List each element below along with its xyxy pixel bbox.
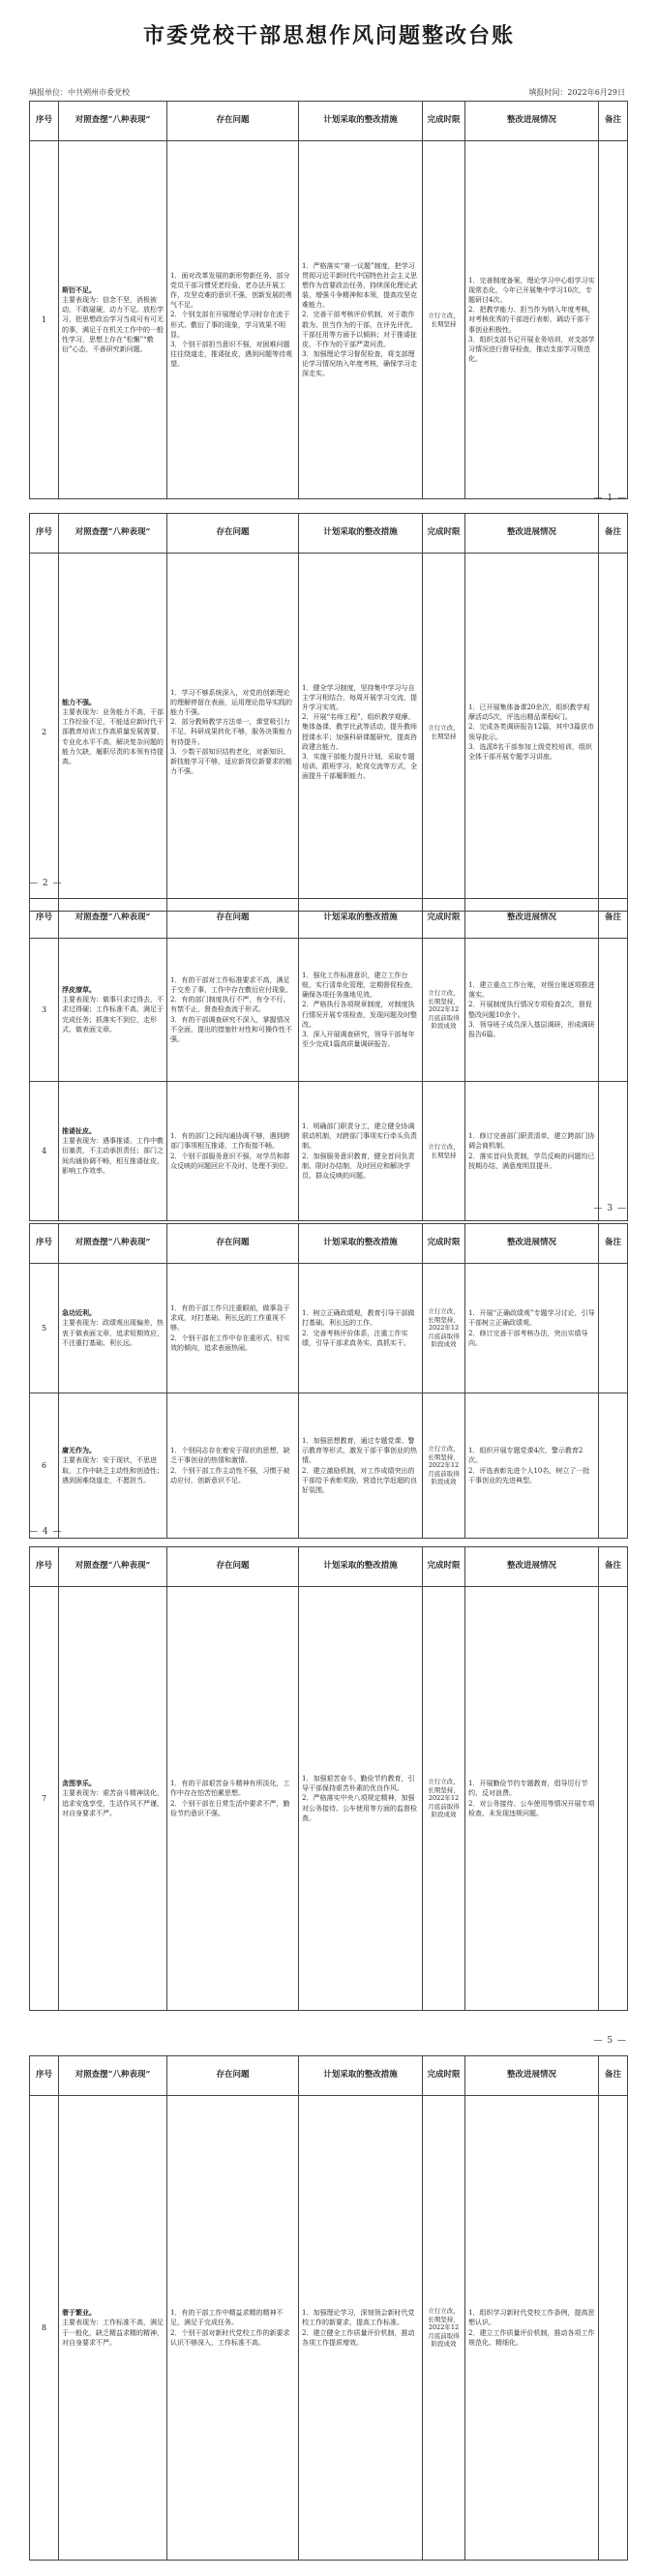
header-progress: 整改进展情况 [465,1224,599,1264]
row-problem: 1．面对改革发展的新形势新任务，部分党员干部习惯凭老经验、老办法开展工作，攻坚克难的意识不强，创新发展的勇气不足。 2．个别支部在开展理论学习时存在流于形式、敷衍了事的现象，学习效果不明显。 3．个别干部担当意识不强，对困难问题往往绕道走，推诿扯皮，遇到问题等待观望。 [167,141,299,499]
header-seq: 序号 [30,1547,59,1587]
row-note [599,1587,628,2011]
category-body: 主要表现为：安于现状，不思进取，工作中缺乏主动性和创造性；遇到困难绕道走，不愿担当。 [62,1456,164,1484]
row-note [599,554,628,912]
category-body: 主要表现为：艰苦奋斗精神淡化，追求安逸享受，生活作风不严谨，对自身要求不严。 [62,1789,164,1817]
category-body: 主要表现为：做事只求过得去，不求过得硬；工作标准不高，满足于完成任务；抓落实不到位，走形式、做表面文章。 [62,996,164,1033]
table-header-row [30,102,628,141]
category-head: 奢于繁业。 [62,2308,96,2318]
page-marker: — 1 — [593,494,627,503]
table-row [30,554,628,912]
header-note: 备注 [599,2056,628,2096]
rectification-table [29,101,628,499]
category-head: 庸无作为。 [62,1446,96,1455]
row-progress: 1．完善制度备案，理论学习中心组学习实现常态化，今年已开展集中学习10次，专题研讨4次。 2．把教学能力、担当作为纳入年度考核，对考核优秀的干部进行表彰，调动干部干事创业积极性。 3．组织支部书记开展业务培训，对支部学习情况进行督导检查，推动支部学习规范化。 [465,141,599,499]
row-category [59,554,167,912]
table-row [30,1393,628,1539]
header-deadline: 完成时限 [423,899,465,939]
row-category [59,1082,167,1221]
category-head: 斯衍不足。 [62,285,96,294]
table-row [30,1082,628,1221]
header-problem: 存在问题 [167,2056,299,2096]
header-note: 备注 [599,102,628,141]
row-problem: 1．个别同志存在着安于现状的思想，缺乏干事创业的热情和激情。 2．个别干部工作主动性不强，习惯于被动应付，创新意识不足。 [167,1393,299,1539]
category-body: 主要表现为：遇事推诿，工作中敷衍塞责，不主动承担责任；部门之间沟通协调不畅，相互推诿扯皮，影响工作效率。 [62,1137,164,1175]
page-marker: — 4 — [29,1527,63,1537]
row-seq: 7 [30,1587,59,2011]
row-seq: 4 [30,1082,59,1221]
row-measure: 1．强化工作标准意识，建立工作台账，实行清单化管理，定期督促检查，确保各项任务落地见效。 2．严格执行各项规章制度，对制度执行情况开展专项检查，发现问题及时整改。 3．深入开展调查研究，领导干部每年至少完成1篇高质量调研报告。 [299,939,423,1082]
table-header-row [30,1224,628,1264]
header-note: 备注 [599,899,628,939]
date-label: 填报时间：2022年6月29日 [528,88,625,97]
row-seq: 1 [30,141,59,499]
row-measure: 1．健全学习制度，坚持集中学习与自主学习相结合，每周开展学习交流，提升学习实效。 2．开展“名师工程”，组织教学观摩、集体备课、教学比武等活动，提升教师授课水平；加强科研课题研究，提高咨政建言能力。 3．实施干部能力提升计划，采取专题培训、跟班学习、轮岗交流等方式，全面提升干部履职能力。 [299,554,423,912]
row-problem: 1．有的干部工作中精益求精的精神不足，满足于完成任务。 2．个别干部对新时代党校工作的新要求认识不够深入，工作标准不高。 [167,2096,299,2561]
row-deadline: 立行立改，长期坚持 [423,554,465,912]
header-category: 对照查摆“八种表现” [59,1224,167,1264]
category-head: 能力不强。 [62,698,96,706]
row-seq: 8 [30,2096,59,2561]
row-category [59,1264,167,1393]
category-head: 推诿扯皮。 [62,1126,96,1136]
category-body: 主要表现为：信念不坚，消极被动，不敢碰硬，动力不足。放松学习，把思想政治学习当成可有可无的事，满足于在机关工作中的一般性学习，思想上存在“松懈”“敷衍”心态，不善研究新问题。 [62,296,164,353]
row-progress: 1．已开展集体备课20余次，组织教学观摩活动5次，评选出精品课程6门。 2．完成各类调研报告12篇，其中3篇获市领导批示。 3．选派8名干部参加上级党校培训，组织全体干部开展专题学习讲座。 [465,554,599,912]
header-deadline: 完成时限 [423,2056,465,2096]
header-progress: 整改进展情况 [465,1547,599,1587]
row-problem: 1．有的干部艰苦奋斗精神有所淡化，工作中存在怕苦怕累思想。 2．个别干部在日常生活中要求不严，勤俭节约意识不强。 [167,1587,299,2011]
row-seq: 2 [30,554,59,912]
table-row [30,1264,628,1393]
row-progress: 1．建立重点工作台账，对照台账逐项推进落实。 2．开展制度执行情况专项检查2次，督促整改问题10余个。 3．领导班子成员深入基层调研，形成调研报告6篇。 [465,939,599,1082]
header-category: 对照查摆“八种表现” [59,514,167,554]
header-seq: 序号 [30,514,59,554]
category-body: 主要表现为：业务能力不高，干部工作经验不足，不能适应新时代干部教育培训工作高质量发展需要，专业化水平不高，解决复杂问题的能力欠缺，履职尽责的本领有待提高。 [62,708,164,765]
row-progress: 1．组织学习新时代党校工作条例，提高思想认识。 2．建立工作质量评价机制，推动各项工作规范化、精细化。 [465,2096,599,2561]
row-measure: 1．树立正确政绩观，教育引导干部做打基础、利长远的工作。 2．完善考核评价体系，注重工作实绩，引导干部求真务实、真抓实干。 [299,1264,423,1393]
header-seq: 序号 [30,1224,59,1264]
page-title: 市委党校干部思想作风问题整改台账 [142,23,515,48]
row-seq: 3 [30,939,59,1082]
row-note [599,2096,628,2561]
rectification-table [29,898,628,1221]
rectification-table [29,513,628,912]
header-measure: 计划采取的整改措施 [299,1547,423,1587]
row-progress: 1．修订完善部门职责清单，建立跨部门协调会商机制。 2．落实首问负责制，学员反映的问题均已按期办结，满意度明显提升。 [465,1082,599,1221]
row-deadline: 立行立改，长期坚持，2022年12月底前取得阶段成效 [423,1264,465,1393]
page-marker: — 5 — [593,2036,627,2046]
header-measure: 计划采取的整改措施 [299,514,423,554]
header-progress: 整改进展情况 [465,514,599,554]
header-problem: 存在问题 [167,899,299,939]
header-measure: 计划采取的整改措施 [299,1224,423,1264]
row-deadline: 立行立改，长期坚持，2022年12月底前取得阶段成效 [423,1587,465,2011]
header-problem: 存在问题 [167,514,299,554]
header-progress: 整改进展情况 [465,102,599,141]
header-deadline: 完成时限 [423,1224,465,1264]
table-header-row [30,514,628,554]
header-problem: 存在问题 [167,1547,299,1587]
unit-label: 填报单位：中共朔州市委党校 [29,88,130,97]
header-note: 备注 [599,1547,628,1587]
row-measure: 1．加强思想教育，通过专题党课、警示教育等形式，激发干部干事创业的热情。 2．建立激励机制，对工作成绩突出的干部给予表彰奖励，营造比学赶超的良好氛围。 [299,1393,423,1539]
row-measure: 1．加强理论学习，深刻领会新时代党校工作的新要求，提高工作标准。 2．建立健全工作质量评价机制，推动各项工作提质增效。 [299,2096,423,2561]
table-header-row [30,1547,628,1587]
row-progress: 1．组织开展专题党课4次，警示教育2次。 2．评选表彰先进个人10名，树立了一批干事创业的先进典型。 [465,1393,599,1539]
row-category [59,141,167,499]
row-measure: 1．加强艰苦奋斗、勤俭节约教育，引导干部保持艰苦朴素的优良作风。 2．严格落实中央八项规定精神，加强对公务接待、公车使用等方面的监督检查。 [299,1587,423,2011]
row-deadline: 立行立改，长期坚持 [423,141,465,499]
header-deadline: 完成时限 [423,102,465,141]
row-category [59,1393,167,1539]
table-row [30,141,628,499]
row-progress: 1．开展“正确政绩观”专题学习讨论，引导干部树立正确政绩观。 2．修订完善干部考核办法，突出实绩导向。 [465,1264,599,1393]
row-deadline: 立行立改，长期坚持，2022年12月底前取得阶段成效 [423,2096,465,2561]
row-note [599,1082,628,1221]
row-measure: 1．明确部门职责分工，建立健全协调联动机制，对跨部门事项实行牵头负责制。 2．加强服务意识教育，健全首问负责制、限时办结制，及时回应和解决学员、群众反映的问题。 [299,1082,423,1221]
row-note [599,141,628,499]
header-category: 对照查摆“八种表现” [59,2056,167,2096]
row-category [59,939,167,1082]
header-note: 备注 [599,1224,628,1264]
table-row [30,1587,628,2011]
header-seq: 序号 [30,899,59,939]
row-problem: 1．有的部门之间沟通协调不够，遇到跨部门事项相互推诿，工作衔接不畅。 2．个别干部服务意识不强，对学员和群众反映的问题回应不及时、处理不到位。 [167,1082,299,1221]
page-marker: — 2 — [29,879,63,888]
row-note [599,939,628,1082]
header-problem: 存在问题 [167,102,299,141]
category-body: 主要表现为：工作标准不高，满足于一般化，缺乏精益求精的精神，对自身要求不严。 [62,2319,164,2347]
row-progress: 1．开展勤俭节约专题教育，倡导厉行节约、反对浪费。 2．对公务接待、公车使用等情况开展专项检查，未发现违规问题。 [465,1587,599,2011]
row-seq: 5 [30,1264,59,1393]
header-seq: 序号 [30,102,59,141]
header-seq: 序号 [30,2056,59,2096]
header-measure: 计划采取的整改措施 [299,899,423,939]
rectification-table [29,1546,628,2011]
rectification-table [29,2055,628,2561]
row-measure: 1．严格落实“第一议题”制度，把学习贯彻习近平新时代中国特色社会主义思想作为首要政治任务，持续深化理论武装，增强斗争精神和本领，提高攻坚克难能力。 2．完善干部考核评价机制，对于敢作敢为、担当作为的干部，在评先评优、干部任用等方面予以倾斜；对于推诿扯皮、不作为的干部严肃问责。 3．加强理论学习督促检查，将支部理论学习情况纳入年度考核，确保学习走深走实。 [299,141,423,499]
row-problem: 1．有的干部对工作标准要求不高，满足于交差了事，工作中存在敷衍应付现象。 2．有的部门制度执行不严，有令不行、有禁不止，督查检查流于形式。 3．有的干部调查研究不深入，掌握情况不全面，提出的措施针对性和可操作性不强。 [167,939,299,1082]
header-note: 备注 [599,514,628,554]
header-category: 对照查摆“八种表现” [59,1547,167,1587]
row-note [599,1264,628,1393]
row-note [599,1393,628,1539]
header-category: 对照查摆“八种表现” [59,102,167,141]
row-problem: 1．学习不够系统深入，对党的创新理论的理解停留在表面，运用理论指导实践的能力不强。 2．部分教师教学方法单一，课堂吸引力不足，科研成果转化不够，服务决策能力有待提升。 3．少数干部知识结构老化，对新知识、新技能学习不够，适应新岗位新要求的能力不强。 [167,554,299,912]
rectification-table [29,1223,628,1539]
category-body: 主要表现为：政绩观出现偏差，热衷于做表面文章，追求短期效应，不注重打基础、利长远。 [62,1319,164,1347]
table-row [30,939,628,1082]
category-head: 浮皮潦草。 [62,985,96,995]
header-deadline: 完成时限 [423,1547,465,1587]
table-header-row [30,2056,628,2096]
header-problem: 存在问题 [167,1224,299,1264]
row-problem: 1．有的干部工作只注重眼前，做事急于求成，对打基础、利长远的工作重视不够。 2．个别干部在工作中存在重形式、轻实效的倾向，追求表面热闹。 [167,1264,299,1393]
header-deadline: 完成时限 [423,514,465,554]
table-header-row [30,899,628,939]
row-category [59,2096,167,2561]
header-progress: 整改进展情况 [465,899,599,939]
header-measure: 计划采取的整改措施 [299,2056,423,2096]
row-deadline: 立行立改，长期坚持，2022年12月底前取得阶段成效 [423,1393,465,1539]
row-category [59,1587,167,2011]
page-marker: — 3 — [593,1204,627,1213]
header-category: 对照查摆“八种表现” [59,899,167,939]
row-deadline: 立行立改，长期坚持 [423,1082,465,1221]
category-head: 急功近利。 [62,1308,96,1318]
row-deadline: 立行立改，长期坚持，2022年12月底前取得阶段成效 [423,939,465,1082]
table-row [30,2096,628,2561]
header-measure: 计划采取的整改措施 [299,102,423,141]
header-progress: 整改进展情况 [465,2056,599,2096]
row-seq: 6 [30,1393,59,1539]
category-head: 贪图享乐。 [62,1779,96,1788]
